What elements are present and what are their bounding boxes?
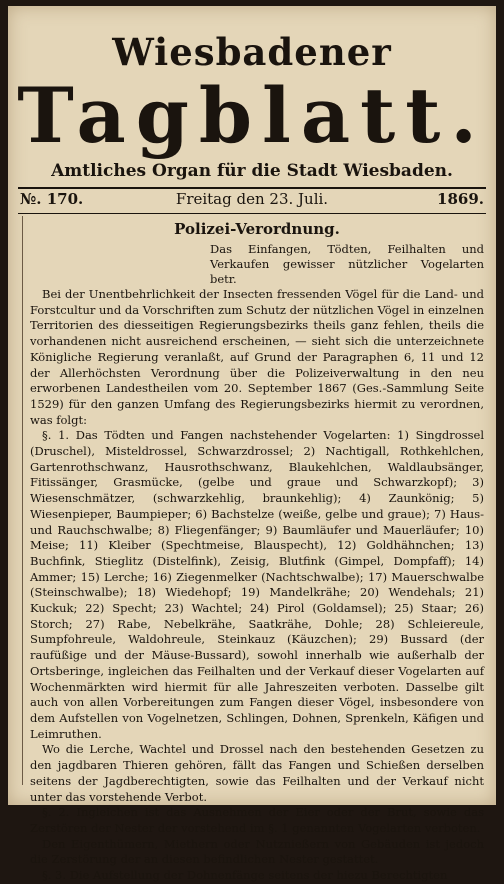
article-paragraph: Den Eigenthümern, Miethern oder Nutznießern von Gebäuden ist jedoch die Zerstörung der an diesen befindlichen Nester gestattet. [30,836,484,867]
masthead-subtitle: Amtliches Organ für die Stadt Wiesbaden. [51,161,453,181]
article-lead: Das Einfangen, Tödten, Feilhalten und Verkaufen gewisser nützlicher Vogelarten betr. [210,242,484,286]
top-rule [18,187,486,189]
newspaper-page [8,6,496,883]
article-heading: Polizei-Verordnung. [174,220,340,238]
article [30,218,484,884]
article-paragraph: Bei der Unentbehrlichkeit der Insecten fressenden Vögel für die Land- und Forstcultur und da Vorschriften zum Schutz der nützlichen Vögel in einzelnen Territorien des diesseitigen Regierungsbezirks theils ganz fehlen, theils die vorhandenen nicht ausreichend erscheinen, — sieht sich die unterzeichnete Königliche Regierung veranlaßt, auf Grund der Paragraphen 6, 11 und 12 der Allerhöchsten Verordnung über die Polizeiverwaltung in den neu erworbenen Landestheilen vom 20. September 1867 (Ges.-Sammlung Seite 1529) für den ganzen Umfang des Regierungsbezirks hiermit zu verordnen, was folgt: [30,287,484,427]
issue-date: Freitag den 23. Juli. [175,190,329,208]
issue-line [20,190,484,212]
article-paragraph: Wo die Lerche, Wachtel und Drossel nach den bestehenden Gesetzen zu den jagdbaren Thieren gehören, fällt das Fangen und Schießen derselben seitens der Jagdberechtigten, sowie das Feilhalten und der Verkauf nicht unter das vorstehende Verbot. [30,742,484,804]
bottom-rule [18,213,486,214]
issue-number: №. 170. [20,190,84,208]
article-paragraph: §. 1. Das Tödten und Fangen nachstehender Vogelarten: 1) Singdrossel (Druschel), Misteldrossel, Schwarzdrossel; 2) Nachtigall, Rothkehlchen, Gartenrothschwanz, Hausrothschwanz, Blaukehlchen, Waldlaubsänger, Fitissänger, Grasmücke, (gelbe und graue und Schwarzkopf); 3) Wiesenschmätzer, (schwarzkehlig, braunkehlig); 4) Zaunkönig; 5) Wiesenpieper, Baumpieper; 6) Bachstelze (weiße, gelbe und graue); 7) Haus- und Rauchschwalbe; 8) Fliegenfänger; 9) Baumläufer und Mauerläufer; 10) Meise; 11) Kleiber (Spechtmeise, Blauspecht), 12) Goldhähnchen; 13) Buchfink, Stieglitz (Distelfink), Zeisig, Blutfink (Gimpel, Dompfaff); 14) Ammer; 15) Lerche; 16) Ziegenmelker (Nachtschwalbe); 17) Mauerschwalbe (Steinschwalbe); 18) Wiedehopf; 19) Mandelkrähe; 20) Wendehals; 21) Kuckuk; 22) Specht; 23) Wachtel; 24) Pirol (Goldamsel); 25) Staar; 26) Storch; 27) Rabe, Nebelkrähe, Saatkrähe, Dohle; 28) Schleiereule, Sumpfohreule, Waldohreule, Steinkauz (Käuzchen); 29) Bussard (der raufüßige und der Mäuse-Bussard), sowohl innerhalb wie außerhalb der Ortsberinge, ingleichen das Feilhalten und der Verkauf dieser Vogelarten auf Wochenmärkten wird hiermit für alle Jahreszeiten verboten. Dasselbe gilt auch von allen Vorbereitungen zum Fangen dieser Vögel, insbesondere von dem Aufstellen von Vogelnetzen, Schlingen, Dohnen, Sprenkeln, Käfigen und Leimruthen. [30,428,484,741]
masthead-title: Tagblatt. [17,71,487,160]
article-paragraph: §. 2. Ingleichen ist das Ausnehmen der Eier oder der Brut, sowie das Zerstören der Nester der vorstehend im §. 1 genannten Vogelarten verboten. [30,805,484,835]
issue-year: 1869. [437,190,484,208]
masthead-top-line: Wiesbadener [112,30,392,74]
column-rule [22,216,23,785]
article-paragraph: §. 3. Die Aufstellung der Dohnenfänge seitens der hiezu Berechtigten [42,868,448,883]
